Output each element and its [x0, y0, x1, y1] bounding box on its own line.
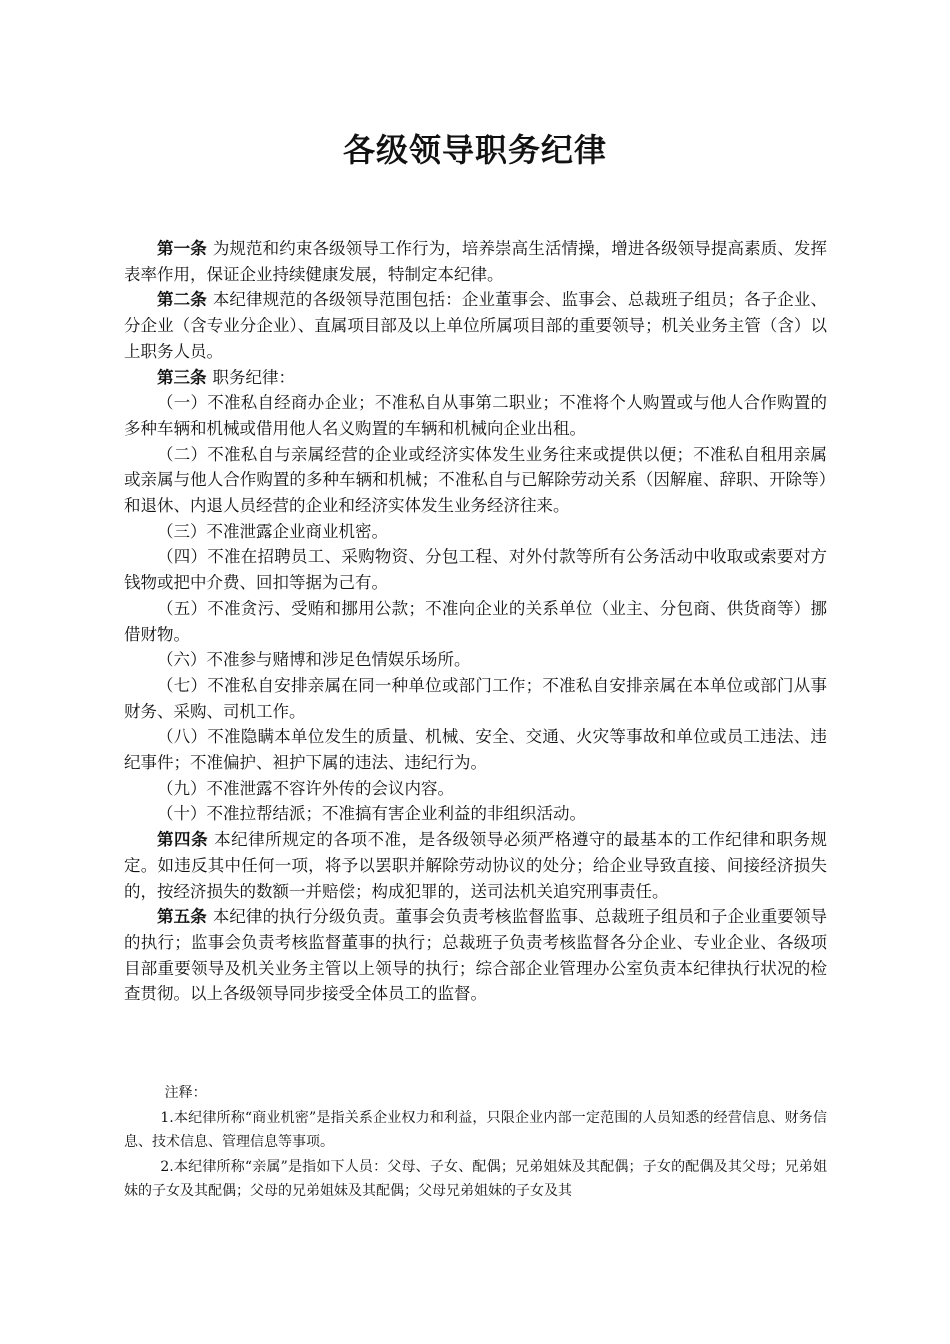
note-item-1: 1.本纪律所称“商业机密”是指关系企业权力和利益，只限企业内部一定范围的人员知悉的经营信息、财务信息、技术信息、管理信息等事项。 — [124, 1109, 827, 1150]
rule-item-7: （七）不准私自安排亲属在同一种单位或部门工作；不准私自安排亲属在本单位或部门从事财务、采购、司机工作。 — [124, 675, 827, 721]
article-5-text: 本纪律的执行分级负责。董事会负责考核监督监事、总裁班子组员和子企业重要领导的执行；监事会负责考核监督董事的执行；总裁班子负责考核监督各分企业、专业企业、各级项目部重要领导及机关业务主管以上领导的执行；综合部企业管理办公室负责本纪律执行状况的检查贯彻。以上各级领导同步接受全体员工的监督。 — [124, 907, 828, 1004]
article-5-head: 第五条 — [157, 907, 207, 927]
article-4-head: 第四条 — [157, 830, 209, 850]
article-2-head: 第二条 — [157, 290, 207, 310]
rule-item-8: （八）不准隐瞒本单位发生的质量、机械、安全、交通、火灾等事故和单位或员工违法、违纪事件；不准偏护、袒护下属的违法、违纪行为。 — [124, 727, 827, 773]
article-4 — [124, 827, 827, 904]
rule-item-4: （四）不准在招聘员工、采购物资、分包工程、对外付款等所有公务活动中收取或索要对方钱物或把中介费、回扣等据为己有。 — [124, 547, 827, 593]
article-3-text: 职务纪律： — [212, 367, 295, 387]
article-3-head: 第三条 — [157, 367, 207, 387]
article-2 — [124, 287, 827, 364]
notes-label: 注释： — [164, 1085, 207, 1101]
rule-item-1: （一）不准私自经商办企业；不准私自从事第二职业；不准将个人购置或与他人合作购置的多种车辆和机械或借用他人名义购置的车辆和机械向企业出租。 — [124, 393, 827, 438]
article-2-text: 本纪律规范的各级领导范围包括：企业董事会、监事会、总裁班子组员；各子企业、分企业（含专业分企业）、直属项目部及以上单位所属项目部的重要领导；机关业务主管（含）以上职务人员。 — [124, 290, 828, 361]
article-1-head: 第一条 — [157, 239, 207, 258]
article-5 — [124, 904, 827, 1007]
rule-item-9: （九）不准泄露不容许外传的会议内容。 — [157, 778, 454, 798]
article-1-text: 为规范和约束各级领导工作行为，培养崇高生活情操，增进各级领导提高素质、发挥表率作用，保证企业持续健康发展，特制定本纪律。 — [124, 239, 828, 284]
article-4-text: 本纪律所规定的各项不准，是各级领导必须严格遵守的最基本的工作纪律和职务规定。如违反其中任何一项，将予以罢职并解除劳动协议的处分；给企业导致直接、间接经济损失的，按经济损失的数额一并赔偿；构成犯罪的，送司法机关追究刑事责任。 — [124, 830, 828, 901]
rule-item-2: （二）不准私自与亲属经营的企业或经济实体发生业务往来或提供以便；不准私自租用亲属或亲属与他人合作购置的多种车辆和机械；不准私自与已解除劳动关系（因解雇、辞职、开除等）和退休、内退人员经营的企业和经济实体发生业务经济往来。 — [124, 444, 827, 516]
rule-item-5: （五）不准贪污、受贿和挪用公款；不准向企业的关系单位（业主、分包商、供货商等）挪借财物。 — [124, 598, 827, 644]
rule-item-3: （三）不准泄露企业商业机密。 — [157, 521, 388, 541]
rule-item-6: （六）不准参与赌博和涉足色情娱乐场所。 — [157, 650, 471, 670]
rule-item-10: （十）不准拉帮结派；不准搞有害企业利益的非组织活动。 — [157, 804, 586, 824]
article-3 — [124, 365, 827, 391]
article-1 — [124, 236, 827, 287]
note-item-2: 2.本纪律所称“亲属”是指如下人员：父母、子女、配偶；兄弟姐妹及其配偶；子女的配偶及其父母；兄弟姐妹的子女及其配偶；父母的兄弟姐妹及其配偶；父母兄弟姐妹的子女及其 — [124, 1158, 827, 1199]
document-title: 各级领导职务纪律 — [342, 131, 607, 169]
notes-section — [124, 1081, 827, 1204]
document-body — [124, 236, 827, 1007]
